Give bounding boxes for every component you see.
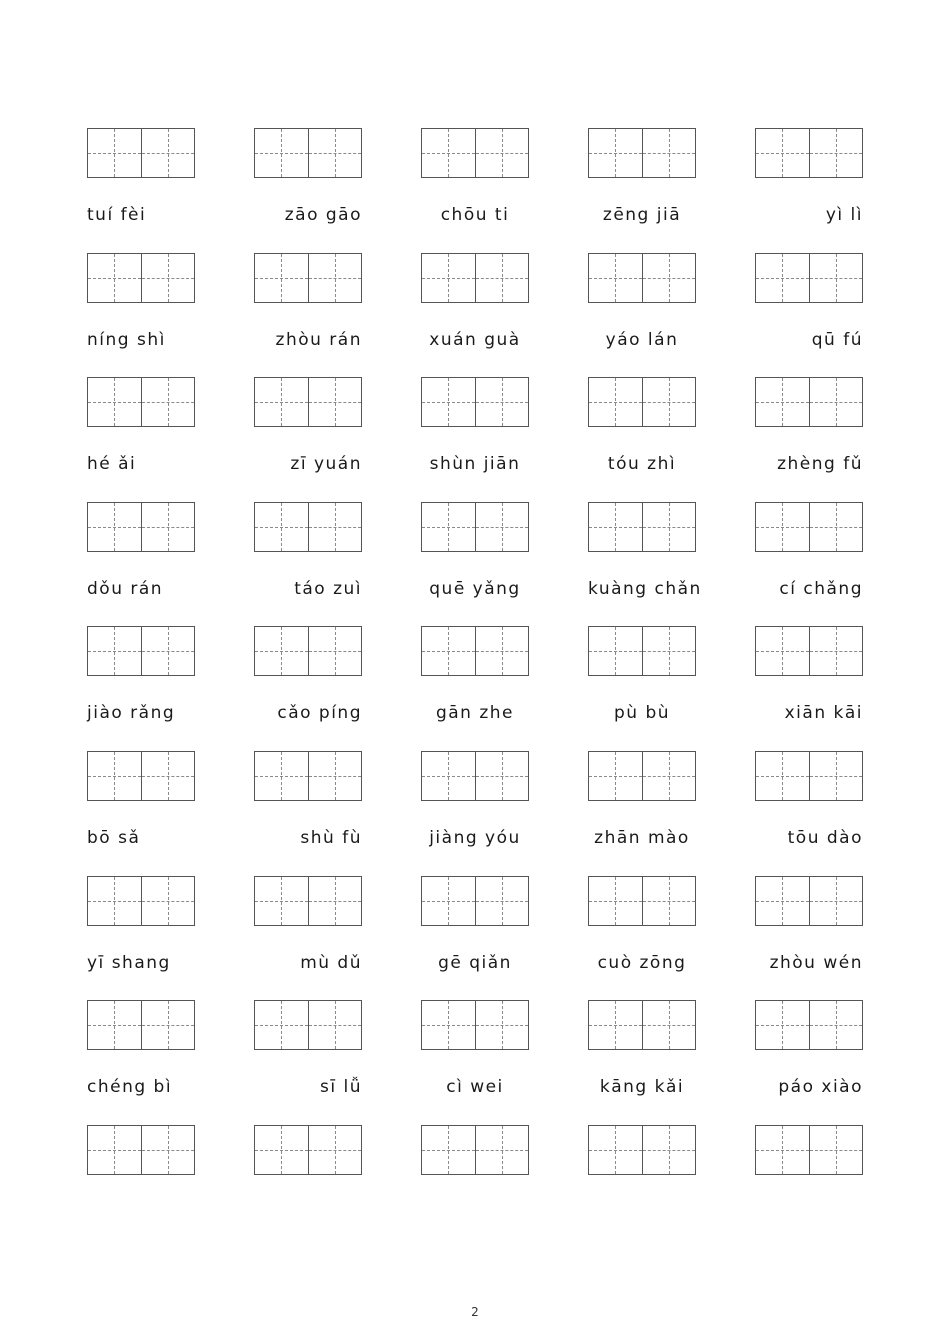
tianzige-writing-box[interactable]	[588, 751, 696, 801]
tianzige-writing-box[interactable]	[588, 128, 696, 178]
pinyin-label: jiàng yóu	[429, 828, 521, 848]
tianzige-writing-box[interactable]	[421, 751, 529, 801]
tianzige-writing-box[interactable]	[254, 502, 362, 552]
tianzige-writing-box[interactable]	[254, 377, 362, 427]
writing-cell[interactable]	[88, 627, 141, 675]
tianzige-writing-box[interactable]	[87, 502, 195, 552]
writing-cell[interactable]	[589, 378, 642, 426]
tianzige-writing-box[interactable]	[254, 253, 362, 303]
pinyin-label: zhòu rán	[275, 330, 362, 350]
writing-cell[interactable]	[589, 254, 642, 302]
writing-cell[interactable]	[642, 503, 696, 551]
writing-cell[interactable]	[255, 378, 308, 426]
writing-cell[interactable]	[308, 1001, 362, 1049]
pinyin-label: gān zhe	[435, 703, 515, 723]
writing-cell[interactable]	[809, 627, 863, 675]
pinyin-label: zāo gāo	[284, 205, 362, 225]
writing-cell[interactable]	[308, 627, 362, 675]
pinyin-label: kuàng chǎn	[588, 579, 702, 599]
tianzige-writing-box[interactable]	[254, 751, 362, 801]
writing-cell[interactable]	[88, 254, 141, 302]
writing-cell[interactable]	[422, 627, 475, 675]
tianzige-writing-box[interactable]	[421, 1125, 529, 1175]
writing-cell[interactable]	[589, 1001, 642, 1049]
pinyin-label: páo xiào	[778, 1077, 863, 1097]
pinyin-label: sī lǚ	[320, 1077, 362, 1097]
writing-cell[interactable]	[141, 1126, 195, 1174]
writing-cell[interactable]	[475, 503, 529, 551]
tianzige-writing-box[interactable]	[755, 128, 863, 178]
tianzige-writing-box[interactable]	[588, 1125, 696, 1175]
writing-cell[interactable]	[88, 752, 141, 800]
pinyin-label: xiān kāi	[784, 703, 863, 723]
writing-cell[interactable]	[475, 1001, 529, 1049]
writing-cell[interactable]	[141, 378, 195, 426]
writing-cell[interactable]	[589, 877, 642, 925]
tianzige-writing-box[interactable]	[421, 626, 529, 676]
tianzige-writing-box[interactable]	[588, 1000, 696, 1050]
tianzige-writing-box[interactable]	[755, 253, 863, 303]
writing-cell[interactable]	[255, 627, 308, 675]
writing-cell[interactable]	[255, 877, 308, 925]
pinyin-label: gē qiǎn	[438, 953, 512, 973]
writing-cell[interactable]	[88, 877, 141, 925]
writing-cell[interactable]	[255, 503, 308, 551]
writing-cell[interactable]	[141, 877, 195, 925]
writing-cell[interactable]	[422, 752, 475, 800]
pinyin-label: tóu zhì	[607, 454, 677, 474]
writing-cell[interactable]	[642, 627, 696, 675]
writing-cell[interactable]	[756, 254, 809, 302]
tianzige-writing-box[interactable]	[254, 1125, 362, 1175]
tianzige-writing-box[interactable]	[421, 1000, 529, 1050]
pinyin-label: chéng bì	[87, 1077, 173, 1097]
writing-cell[interactable]	[589, 503, 642, 551]
writing-cell[interactable]	[422, 254, 475, 302]
writing-cell[interactable]	[642, 254, 696, 302]
tianzige-writing-box[interactable]	[755, 1125, 863, 1175]
writing-cell[interactable]	[756, 503, 809, 551]
writing-cell[interactable]	[422, 1126, 475, 1174]
tianzige-writing-box[interactable]	[87, 876, 195, 926]
tianzige-writing-box[interactable]	[254, 1000, 362, 1050]
writing-cell[interactable]	[475, 877, 529, 925]
pinyin-label: zhān mào	[594, 828, 690, 848]
writing-cell[interactable]	[756, 129, 809, 177]
writing-cell[interactable]	[141, 129, 195, 177]
writing-cell[interactable]	[756, 378, 809, 426]
writing-cell[interactable]	[255, 1126, 308, 1174]
tianzige-writing-box[interactable]	[87, 253, 195, 303]
writing-cell[interactable]	[141, 254, 195, 302]
writing-cell[interactable]	[475, 129, 529, 177]
pinyin-label: dǒu rán	[87, 579, 164, 599]
tianzige-writing-box[interactable]	[254, 876, 362, 926]
writing-cell[interactable]	[809, 503, 863, 551]
writing-cell[interactable]	[308, 129, 362, 177]
tianzige-writing-box[interactable]	[588, 502, 696, 552]
tianzige-writing-box[interactable]	[421, 128, 529, 178]
tianzige-writing-box[interactable]	[87, 128, 195, 178]
pinyin-label: shù fù	[300, 828, 362, 848]
writing-cell[interactable]	[308, 254, 362, 302]
writing-cell[interactable]	[642, 1126, 696, 1174]
pinyin-label: yáo lán	[605, 330, 679, 350]
tianzige-writing-box[interactable]	[755, 751, 863, 801]
tianzige-writing-box[interactable]	[588, 253, 696, 303]
writing-cell[interactable]	[642, 752, 696, 800]
tianzige-writing-box[interactable]	[254, 128, 362, 178]
writing-cell[interactable]	[255, 254, 308, 302]
page-number: 2	[471, 1305, 479, 1319]
writing-cell[interactable]	[642, 877, 696, 925]
writing-cell[interactable]	[589, 129, 642, 177]
writing-cell[interactable]	[642, 378, 696, 426]
writing-cell[interactable]	[756, 627, 809, 675]
tianzige-writing-box[interactable]	[588, 626, 696, 676]
writing-cell[interactable]	[809, 1001, 863, 1049]
writing-cell[interactable]	[475, 254, 529, 302]
pinyin-label: quē yǎng	[429, 579, 521, 599]
writing-cell[interactable]	[756, 1001, 809, 1049]
writing-cell[interactable]	[88, 129, 141, 177]
pinyin-label: cǎo píng	[277, 703, 362, 723]
tianzige-writing-box[interactable]	[87, 377, 195, 427]
tianzige-writing-box[interactable]	[755, 876, 863, 926]
writing-cell[interactable]	[141, 752, 195, 800]
writing-cell[interactable]	[589, 1126, 642, 1174]
pinyin-label: tuí fèi	[87, 205, 147, 225]
tianzige-writing-box[interactable]	[87, 1000, 195, 1050]
pinyin-label: zī yuán	[290, 454, 362, 474]
tianzige-writing-box[interactable]	[588, 377, 696, 427]
pinyin-label: táo zuì	[294, 579, 362, 599]
writing-cell[interactable]	[88, 503, 141, 551]
pinyin-label: zēng jiā	[602, 205, 682, 225]
writing-cell[interactable]	[809, 378, 863, 426]
tianzige-writing-box[interactable]	[755, 1000, 863, 1050]
writing-cell[interactable]	[809, 254, 863, 302]
writing-cell[interactable]	[308, 503, 362, 551]
writing-cell[interactable]	[589, 752, 642, 800]
pinyin-label: cuò zōng	[597, 953, 687, 973]
writing-cell[interactable]	[308, 378, 362, 426]
pinyin-label: jiào rǎng	[87, 703, 176, 723]
writing-cell[interactable]	[756, 877, 809, 925]
writing-cell[interactable]	[308, 752, 362, 800]
writing-cell[interactable]	[422, 1001, 475, 1049]
tianzige-writing-box[interactable]	[254, 626, 362, 676]
tianzige-writing-box[interactable]	[87, 1125, 195, 1175]
pinyin-label: shùn jiān	[429, 454, 521, 474]
writing-cell[interactable]	[422, 877, 475, 925]
tianzige-writing-box[interactable]	[421, 377, 529, 427]
tianzige-writing-box[interactable]	[421, 876, 529, 926]
writing-cell[interactable]	[475, 1126, 529, 1174]
writing-cell[interactable]	[475, 627, 529, 675]
writing-cell[interactable]	[422, 129, 475, 177]
tianzige-writing-box[interactable]	[87, 751, 195, 801]
writing-cell[interactable]	[756, 752, 809, 800]
pinyin-label: zhòu wén	[769, 953, 863, 973]
pinyin-label: cì wei	[446, 1077, 504, 1097]
pinyin-label: mù dǔ	[300, 953, 362, 973]
writing-cell[interactable]	[88, 1001, 141, 1049]
writing-cell[interactable]	[422, 378, 475, 426]
writing-cell[interactable]	[422, 503, 475, 551]
pinyin-label: cí chǎng	[779, 579, 863, 599]
pinyin-label: qū fú	[811, 330, 863, 350]
writing-cell[interactable]	[589, 627, 642, 675]
pinyin-label: xuán guà	[429, 330, 521, 350]
tianzige-writing-box[interactable]	[755, 377, 863, 427]
writing-cell[interactable]	[308, 1126, 362, 1174]
writing-cell[interactable]	[475, 378, 529, 426]
writing-cell[interactable]	[141, 503, 195, 551]
writing-cell[interactable]	[88, 1126, 141, 1174]
pinyin-label: níng shì	[87, 330, 166, 350]
writing-cell[interactable]	[756, 1126, 809, 1174]
writing-cell[interactable]	[88, 378, 141, 426]
pinyin-label: tōu dào	[787, 828, 863, 848]
writing-cell[interactable]	[255, 752, 308, 800]
writing-cell[interactable]	[475, 752, 529, 800]
writing-cell[interactable]	[141, 1001, 195, 1049]
pinyin-label: zhèng fǔ	[777, 454, 863, 474]
writing-cell[interactable]	[809, 129, 863, 177]
pinyin-label: bō sǎ	[87, 828, 141, 848]
pinyin-label: chōu ti	[440, 205, 510, 225]
writing-cell[interactable]	[642, 1001, 696, 1049]
pinyin-label: kāng kǎi	[599, 1077, 685, 1097]
tianzige-writing-box[interactable]	[755, 502, 863, 552]
tianzige-writing-box[interactable]	[755, 626, 863, 676]
writing-cell[interactable]	[308, 877, 362, 925]
pinyin-label: yī shang	[87, 953, 171, 973]
writing-cell[interactable]	[809, 877, 863, 925]
writing-cell[interactable]	[255, 129, 308, 177]
tianzige-writing-box[interactable]	[87, 626, 195, 676]
writing-cell[interactable]	[809, 1126, 863, 1174]
writing-cell[interactable]	[141, 627, 195, 675]
pinyin-label: hé ǎi	[87, 454, 137, 474]
writing-cell[interactable]	[642, 129, 696, 177]
writing-cell[interactable]	[809, 752, 863, 800]
pinyin-label: pù bù	[613, 703, 671, 723]
writing-cell[interactable]	[255, 1001, 308, 1049]
tianzige-writing-box[interactable]	[421, 502, 529, 552]
tianzige-writing-box[interactable]	[588, 876, 696, 926]
tianzige-writing-box[interactable]	[421, 253, 529, 303]
pinyin-label: yì lì	[825, 205, 863, 225]
